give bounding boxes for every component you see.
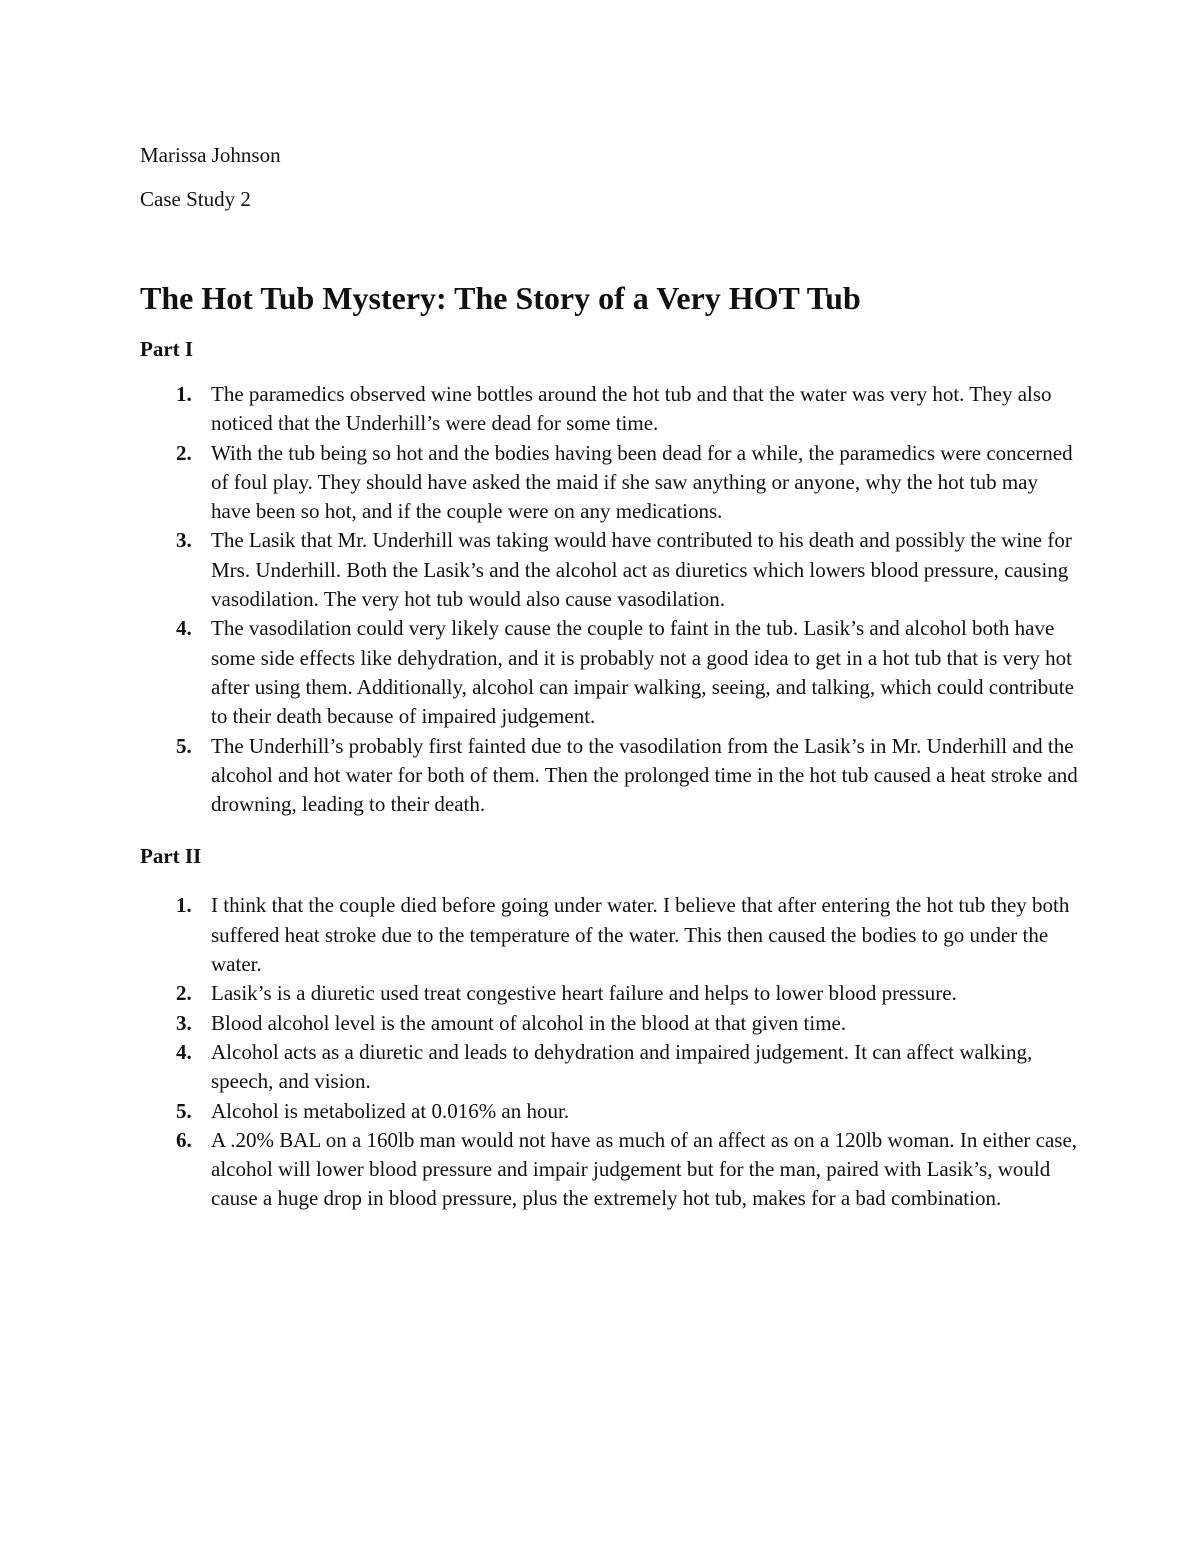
list-number: 5. [176,733,192,758]
list-item-text: Lasik’s is a diuretic used treat congestive heart failure and helps to lower blood pressure. [211,981,957,1006]
list-item [140,1009,1080,1038]
author-name: Marissa Johnson [140,143,281,167]
section-heading-part-1: Part I [140,337,194,361]
list-item [140,380,1080,439]
list-item-text: I think that the couple died before going under water. I believe that after entering the hot tub they both suffered heat stroke due to the temperature of the water. This then caused the bodies to go under the water. [211,893,1070,977]
list-item [140,1126,1080,1214]
section-heading-part-2: Part II [140,844,202,869]
list-number: 6. [176,1127,192,1152]
list-number: 1. [176,893,192,918]
list-number: 2. [176,440,192,465]
list-number: 1. [176,382,192,406]
list-item [140,439,1080,527]
list-item [140,614,1080,731]
list-item-text: Alcohol acts as a diuretic and leads to dehydration and impaired judgement. It can affect walking, speech, and vision. [211,1039,1033,1094]
list-number: 3. [176,1010,192,1035]
document-body [140,140,1080,1214]
list-item-text: A .20% BAL on a 160lb man would not have as much of an affect as on a 120lb woman. In either case, alcohol will lower blood pressure and impair judgement but for the man, paired with Lasik’s, would cause a huge drop in blood pressure, plus the extremely hot tub, makes for a bad combination. [211,1127,1078,1211]
list-number: 5. [176,1098,192,1123]
list-number: 2. [176,981,192,1006]
list-item-text: The Underhill’s probably first fainted due to the vasodilation from the Lasik’s in Mr. Underhill and the alcohol and hot water for both of them. Then the prolonged time in the hot tub caused a heat stroke and drowning, leading to their death. [211,733,1078,817]
list-item [140,1097,1080,1126]
list-item [140,979,1080,1008]
list-item [140,732,1080,820]
list-item [140,891,1080,979]
list-item-text: Blood alcohol level is the amount of alcohol in the blood at that given time. [211,1010,847,1035]
document-title: The Hot Tub Mystery: The Story of a Very HOT Tub [140,280,861,316]
list-number: 4. [176,616,192,641]
list-item-text: The vasodilation could very likely cause the couple to faint in the tub. Lasik’s and alcohol both have some side effects like dehydration, and it is probably not a good idea to get in a hot tub that is very hot after using them. Additionally, alcohol can impair walking, seeing, and talking, which could contribute to their death because of impaired judgement. [211,616,1074,729]
list-number: 4. [176,1039,192,1064]
course-label: Case Study 2 [140,187,251,211]
list-item-text: The paramedics observed wine bottles around the hot tub and that the water was very hot. They also noticed that the Underhill’s were dead for some time. [211,382,1052,436]
list-number: 3. [176,528,192,553]
list-item-text: The Lasik that Mr. Underhill was taking would have contributed to his death and possibly the wine for Mrs. Underhill. Both the Lasik’s and the alcohol act as diuretics which lowers blood pressure, causing vasodilation. The very hot tub would also cause vasodilation. [211,528,1072,612]
list-item [140,1038,1080,1097]
list-item [140,526,1080,614]
part-2-answer-list [140,891,1080,1213]
list-item-text: Alcohol is metabolized at 0.016% an hour. [211,1098,570,1123]
list-item-text: With the tub being so hot and the bodies having been dead for a while, the paramedics were concerned of foul play. They should have asked the maid if she saw anything or anyone, why the hot tub may have been so hot, and if the couple were on any medications. [211,440,1073,524]
part-1-answer-list [140,380,1080,819]
